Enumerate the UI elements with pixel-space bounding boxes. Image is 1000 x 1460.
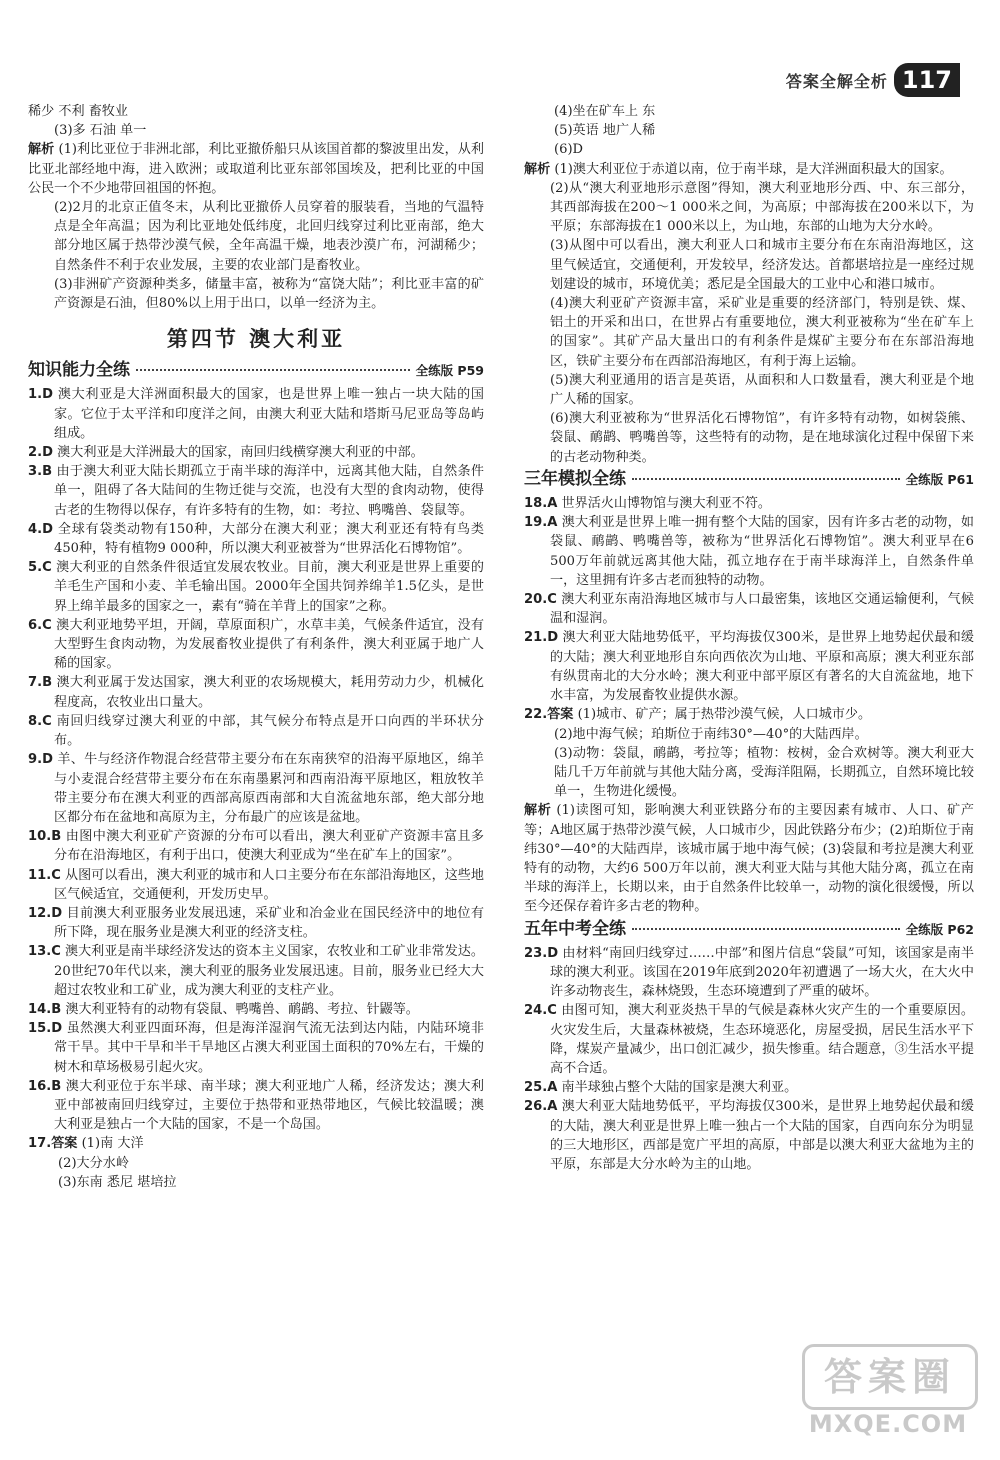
paragraph-text: 由图中澳大利亚矿产资源的分布可以看出，澳大利亚矿产资源丰富且多分布在沿海地区，有利于出口，使澳大利亚成为“坐在矿车上的国家”。: [54, 829, 484, 864]
left-column: [28, 102, 484, 1192]
paragraph-text: (2)从“澳大利亚地形示意图”得知，澳大利亚地形分西、中、东三部分，其西部海拔在200～1 000米之间，为高原；中部海拔在200米以下，为平原；东部海拔在1 000米以上，为山地，东部的山地为大分水岭。: [550, 180, 974, 235]
paragraph-text: 世界活火山博物馆与澳大利亚不符。: [561, 496, 772, 512]
answer-key: 26.A: [524, 1099, 558, 1115]
paragraph-text: 由材料“南回归线穿过……中部”和图片信息“袋鼠”可知，该国家是南半球的澳大利亚。该国在2019年底到2020年初遭遇了一场大火，在大火中许多动物丧生，森林烧毁，生态环境遭到了严重的破坏。: [550, 945, 974, 1000]
answer-key: 解析: [28, 142, 55, 158]
answer-key: 6.C: [28, 617, 52, 633]
paragraph-text: 澳大利亚是南半球经济发达的资本主义国家，农牧业和工矿业非常发达。20世纪70年代以来，澳大利亚的服务业发展迅速。目前，服务业已经大大超过农牧业和工矿业，成为澳大利亚的支柱产业。: [54, 944, 484, 998]
text-paragraph: [524, 725, 974, 744]
answer-item: [524, 1078, 974, 1097]
paragraph-text: 澳大利亚属于发达国家，澳大利亚的农场规模大，耗用劳动力少，机械化程度高，农牧业出口量大。: [54, 675, 484, 710]
answer-item: [28, 942, 484, 1000]
answer-key: 8.C: [28, 713, 52, 729]
section-bar-page: 全练版 P61: [905, 471, 974, 487]
answer-item: [524, 1097, 974, 1174]
section-bar: [28, 361, 484, 380]
paragraph-text: 目前澳大利亚服务业发展迅速，采矿业和冶金业在国民经济中的地位有所下降，现在服务业是澳大利亚的经济支柱。: [54, 905, 484, 941]
text-paragraph: [28, 102, 484, 121]
answer-key: 23.D: [524, 945, 559, 961]
paragraph-text: 澳大利亚的自然条件很适宜发展农牧业。目前，澳大利亚是世界上重要的羊毛生产国和小麦、羊毛输出国。2000年全国共饲养绵羊1.5亿头，是世界上绵羊最多的国家之一，素有“骑在羊背上的国家”之称。: [54, 560, 484, 614]
text-paragraph: [524, 744, 974, 802]
paragraph-text: 澳大利亚大陆地势低平，平均海拔仅300米，是世界上地势起伏最和缓的大陆，澳大利亚是世界上唯一独占一个大陆的国家，自西向东分为明显的三大地形区，西部是宽广平坦的高原，中部是以澳大利亚大盆地为主的平原，东部是大分水岭为主的山地。: [550, 1099, 974, 1172]
answer-item: [28, 1134, 484, 1153]
answer-item: [524, 1001, 974, 1078]
answer-item: [524, 628, 974, 705]
paragraph-text: (3)从图中可以看出，澳大利亚人口和城市主要分布在东南沿海地区，这里气候适宜，交通便利，开发较早，经济发达。首都堪培拉是一座经过规划建设的城市，环境优美；悉尼是全国最大的工业中心和港口城市。: [550, 238, 974, 292]
page-header: [786, 60, 960, 100]
paragraph-text: (4)澳大利亚矿产资源丰富，采矿业是重要的经济部门，特别是铁、煤、铝土的开采和出口，在世界占有重要地位，澳大利亚被称为“坐在矿车上的国家”。其矿产品大量出口的有利条件是煤矿主要分布在东部沿海地区，铁矿主要分布在西部沿海地区，有利于海上运输。: [550, 296, 974, 369]
section-bar-page: 全练版 P62: [905, 921, 974, 937]
answer-key: 7.B: [28, 675, 53, 691]
answer-key: 19.A: [524, 515, 558, 531]
answer-item: [524, 944, 974, 1002]
answer-item: [28, 1077, 484, 1135]
answer-item: [28, 750, 484, 827]
paragraph-text: (2)2月的北京正值冬末，从利比亚撤侨人员穿着的服装看，当地的气温特点是全年高温；因为利比亚地处低纬度，北回归线穿过利比亚南部，绝大部分地区属于热带沙漠气候，全年高温干燥，地表沙漠广布，河湖稀少；自然条件不利于农业发展，主要的农业部门是畜牧业。: [54, 200, 484, 273]
answer-item: [28, 673, 484, 711]
answer-key: 18.A: [524, 496, 558, 512]
text-paragraph: [524, 371, 974, 409]
answer-key: 15.D: [28, 1021, 63, 1037]
section-bar-title: 三年模拟全练: [524, 468, 626, 489]
text-paragraph: [28, 1154, 484, 1173]
paragraph-text: (3)多 石油 单一: [54, 123, 147, 139]
paragraph-text: (1)澳大利亚位于赤道以南，位于南半球，是大洋洲面积最大的国家。: [554, 161, 953, 177]
paragraph-text: (6)澳大利亚被称为“世界活化石博物馆”，有许多特有动物，如树袋熊、袋鼠、鸸鹋、鸭嘴兽等，这些特有的动物，是在地球演化过程中保留下来的古老动物种类。: [550, 411, 974, 465]
paragraph-text: 澳大利亚特有的动物有袋鼠、鸭嘴兽、鸸鹋、考拉、针鼹等。: [65, 1001, 419, 1017]
answer-key: 2.D: [28, 445, 53, 461]
answer-key: 25.A: [524, 1080, 558, 1096]
answer-item: [28, 827, 484, 865]
paragraph-text: (5)英语 地广人稀: [554, 123, 656, 139]
page-number: 117: [894, 63, 960, 97]
answer-item: [524, 160, 974, 179]
paragraph-text: 澳大利亚是大洋洲最大的国家，南回归线横穿澳大利亚的中部。: [57, 445, 424, 461]
section-bar: [524, 920, 974, 939]
answer-item: [28, 712, 484, 750]
paragraph-text: (6)D: [554, 142, 584, 158]
paragraph-text: 澳大利亚地势平坦，开阔，草原面积广，水草丰美，气候条件适宜，没有大型野生食肉动物，为发展畜牧业提供了有利条件，澳大利亚属于地广人稀的国家。: [54, 617, 484, 672]
paragraph-text: 全球有袋类动物有150种，大部分在澳大利亚；澳大利亚还有特有鸟类450种，特有植物9 000种，所以澳大利亚被誉为“世界活化石博物馆”。: [54, 521, 484, 557]
answer-key: 4.D: [28, 521, 53, 537]
paragraph-text: (1)读图可知，影响澳大利亚铁路分布的主要因素有城市、人口、矿产等；A地区属于热带沙漠气候，人口城市少，因此铁路分布少；(2)珀斯位于南纬30°—40°的大陆西岸，该城市属于地中海气候；(3)袋鼠和考拉是澳大利亚特有的动物，大约6 500万年以前，澳大利亚大陆与其他大陆分离，孤立在南半球的海洋上，长期以来，由于自然条件比较单一，动物的演化很缓慢，所以至今还保存着许多古老的物种。: [524, 803, 975, 915]
paragraph-text: 南半球独占整个大陆的国家是澳大利亚。: [561, 1080, 798, 1096]
paragraph-text: 南回归线穿过澳大利亚的中部，其气候分布特点是开口向西的半环状分布。: [54, 713, 485, 749]
paragraph-text: (2)大分水岭: [58, 1155, 129, 1171]
section-bar-page: 全练版 P59: [415, 363, 484, 379]
section-bar-title: 五年中考全练: [524, 918, 626, 939]
answer-key: 解析: [524, 803, 552, 819]
paragraph-text: 羊、牛与经济作物混合经营带主要分布在东南狭窄的沿海平原地区，绵羊与小麦混合经营带主要分布在东南墨累河和西南沿海平原地区，粗放牧羊带主要分布在澳大利亚的西部高原西南部和大自流盆地东部，绝大部分地区都分布在盆地和高原为主，分布最广的应该是盆地。: [54, 752, 485, 825]
answer-item: [524, 801, 974, 916]
answer-key: 5.C: [28, 560, 52, 576]
paragraph-text: 从图可以看出，澳大利亚的城市和人口主要分布在东部沿海地区，这些地区气候适宜，交通便利，开发历史早。: [54, 867, 484, 902]
answer-item: [524, 705, 974, 724]
answer-item: [28, 385, 484, 443]
paragraph-text: 澳大利亚大陆地势低平，平均海拔仅300米，是世界上地势起伏最和缓的大陆；澳大利亚地形自东向西依次为山地、平原和高原；澳大利亚东部有纵贯南北的大分水岭；澳大利亚中部平原区有著名的大自流盆地，地下水丰富，为发展畜牧业提供水源。: [550, 630, 974, 704]
dotted-leader: [632, 478, 900, 480]
text-paragraph: [524, 102, 974, 121]
answer-item: [524, 494, 974, 513]
dotted-leader: [136, 369, 410, 371]
text-paragraph: [28, 198, 484, 275]
answer-item: [524, 590, 974, 628]
answer-key: 17.答案: [28, 1136, 78, 1152]
section-title: [28, 325, 484, 353]
answer-key: 11.C: [28, 867, 61, 883]
section-bar: [524, 470, 974, 489]
watermark-url: MXQE.COM: [808, 1410, 968, 1438]
paragraph-text: 第四节 澳大利亚: [166, 327, 346, 352]
paragraph-text: 由于澳大利亚大陆长期孤立于南半球的海洋中，远离其他大陆，自然条件单一，阻碍了各大陆间的生物迁徙与交流，也没有大型的食肉动物，使得古老的生物得以保存，有许多特有的生物，如：考拉、鸭嘴兽、袋鼠等。: [54, 464, 484, 518]
answer-item: [28, 462, 484, 520]
text-paragraph: [524, 236, 974, 294]
dotted-leader: [632, 928, 900, 930]
answer-item: [524, 513, 974, 590]
answer-key: 10.B: [28, 829, 62, 845]
text-paragraph: [524, 121, 974, 140]
header-label: 答案全解全析: [785, 71, 888, 91]
answer-key: 22.答案: [524, 707, 574, 723]
text-paragraph: [524, 409, 974, 467]
paragraph-text: 澳大利亚是世界上唯一拥有整个大陆的国家，因有许多古老的动物，如袋鼠、鸸鹋、鸭嘴兽等，被称为“世界活化石博物馆”。澳大利亚早在6 500万年前就远离其他大陆，孤立地存在于南半球海洋上，自然条件单一，这里拥有许多古老而独特的动物。: [550, 515, 974, 588]
text-paragraph: [28, 121, 484, 140]
paragraph-text: 稀少 不利 畜牧业: [28, 104, 128, 119]
text-paragraph: [524, 294, 974, 371]
paragraph-text: (5)澳大利亚通用的语言是英语，从面积和人口数量看，澳大利亚是个地广人稀的国家。: [550, 372, 974, 408]
answer-key: 12.D: [28, 905, 63, 921]
answer-item: [28, 140, 484, 198]
paragraph-text: (2)地中海气候；珀斯位于南纬30°—40°的大陆西岸。: [554, 726, 868, 742]
paragraph-text: 澳大利亚是大洋洲面积最大的国家，也是世界上唯一独占一块大陆的国家。它位于太平洋和印度洋之间，由澳大利亚大陆和塔斯马尼亚岛等岛屿组成。: [54, 387, 484, 441]
paragraph-text: (1)城市、矿产；属于热带沙漠气候，人口城市少。: [577, 707, 872, 723]
watermark-text: 答案圈: [802, 1344, 978, 1410]
section-bar-title: 知识能力全练: [28, 360, 130, 381]
paragraph-text: (1)利比亚位于非洲北部，利比亚撤侨船只从该国首都的黎波里出发，从利比亚北部经地中海，进入欧洲；或取道利比亚东部邻国埃及，把利比亚的中国公民一个不少地带回祖国的怀抱。: [28, 142, 485, 196]
paragraph-text: (3)东南 悉尼 堪培拉: [58, 1174, 177, 1190]
paragraph-text: (1)南 大洋: [81, 1136, 144, 1152]
answer-key: 13.C: [28, 944, 61, 960]
paragraph-text: 澳大利亚位于东半球、南半球；澳大利亚地广人稀，经济发达；澳大利亚中部被南回归线穿过，主要位于热带和亚热带地区，气候比较温暖；澳大利亚是独占一个大陆的国家，不是一个岛国。: [54, 1078, 484, 1133]
text-paragraph: [28, 1173, 484, 1192]
answer-key: 9.D: [28, 752, 53, 768]
answer-item: [28, 1019, 484, 1077]
answer-item: [28, 904, 484, 942]
paragraph-text: 澳大利亚东南沿海地区城市与人口最密集，该地区交通运输便利，气候温和湿润。: [550, 592, 975, 627]
right-column: [524, 102, 974, 1174]
answer-item: [28, 558, 484, 616]
answer-key: 20.C: [524, 592, 557, 608]
watermark-logo: [798, 1344, 978, 1440]
answer-item: [28, 1000, 484, 1019]
answer-key: 24.C: [524, 1003, 557, 1019]
answer-key: 16.B: [28, 1078, 62, 1094]
answer-key: 3.B: [28, 464, 53, 480]
paragraph-text: (3)动物：袋鼠，鸸鹋，考拉等；植物：桉树，金合欢树等。澳大利亚大陆几千万年前就与其他大陆分离，受海洋阻隔，长期孤立，自然环境比较单一，生物进化缓慢。: [554, 745, 974, 800]
answer-key: 解析: [524, 161, 551, 177]
paragraph-text: 由图可知，澳大利亚炎热干旱的气候是森林火灾产生的一个重要原因。火灾发生后，大量森林被烧，生态环境恶化，房屋受损，居民生活水平下降，煤炭产量减少，出口创汇减少，损失惨重。结合题意，③生活水平提高不合适。: [550, 1003, 975, 1076]
answer-key: 1.D: [28, 387, 53, 403]
paragraph-text: (4)坐在矿车上 东: [554, 104, 656, 119]
answer-item: [28, 520, 484, 558]
answer-key: 21.D: [524, 630, 559, 646]
paragraph-text: (3)非洲矿产资源种类多，储量丰富，被称为“富饶大陆”；利比亚丰富的矿产资源是石油，但80%以上用于出口，以单一经济为主。: [54, 276, 484, 312]
text-paragraph: [28, 275, 484, 313]
answer-item: [28, 443, 484, 462]
answer-key: 14.B: [28, 1001, 62, 1017]
text-paragraph: [524, 179, 974, 237]
answer-item: [28, 866, 484, 904]
text-paragraph: [524, 140, 974, 159]
answer-item: [28, 616, 484, 674]
paragraph-text: 虽然澳大利亚四面环海，但是海洋湿润气流无法到达内陆，内陆环境非常干旱。其中干旱和半干旱地区占澳大利亚国土面积的70%左右，干燥的树木和草场极易引起火灾。: [54, 1021, 484, 1075]
